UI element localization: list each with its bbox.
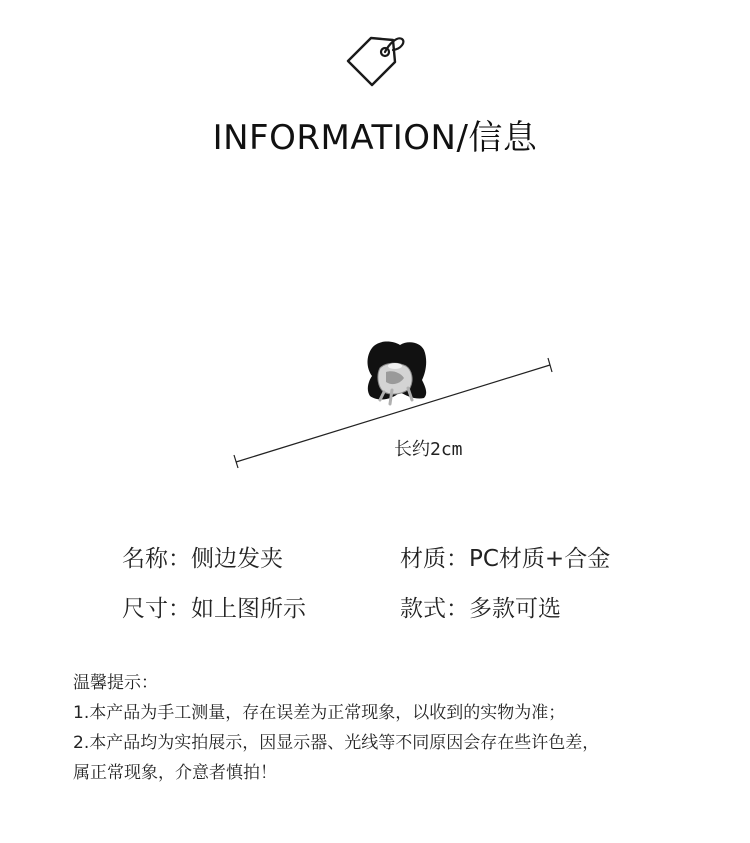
product-section <box>0 300 750 500</box>
spec-size: 尺寸：如上图所示 <box>122 596 306 622</box>
notes-line: 1.本产品为手工测量，存在误差为正常现象，以收到的实物为准； <box>73 703 566 723</box>
spec-material: 材质：PC材质+合金 <box>400 546 611 572</box>
product-illustration <box>0 300 750 500</box>
black-hair-clip-image <box>368 342 427 404</box>
page-title: INFORMATION/信息 <box>212 118 538 158</box>
notes-line: 2.本产品均为实拍展示，因显示器、光线等不同原因会存在些许色差， <box>73 733 600 753</box>
spec-name: 名称：侧边发夹 <box>122 546 283 572</box>
notes-line: 属正常现象，介意者慎拍！ <box>73 763 277 783</box>
size-label: 长约2cm <box>394 439 463 460</box>
notes-section <box>73 668 733 788</box>
notes-heading: 温馨提示： <box>73 673 158 693</box>
spec-style: 款式：多款可选 <box>400 596 561 622</box>
price-tag-icon <box>345 30 407 88</box>
